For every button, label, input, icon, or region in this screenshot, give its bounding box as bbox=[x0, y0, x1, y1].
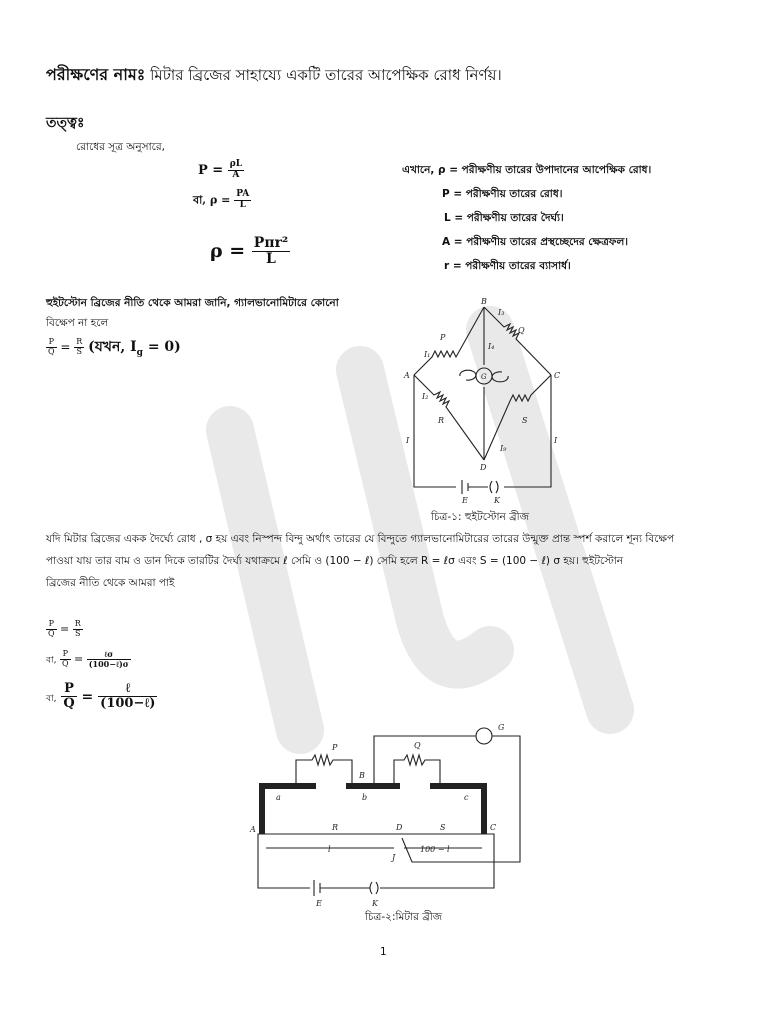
definitions-list bbox=[402, 158, 651, 278]
formula-rho: বা, ρ = $\frac{PA}{L}$ bbox=[193, 189, 250, 210]
wheatstone-bridge-diagram bbox=[396, 295, 566, 510]
svg-text:R: R bbox=[438, 416, 445, 425]
derivation-step-2: বা, $\frac{P}{Q}$ = $\frac{\text{ℓσ}}{\text{(100−ℓ)σ}}$ bbox=[46, 649, 129, 669]
title-text: মিটার ব্রিজের সাহায্যে একটি তারের আপেক্ষিক রোধ নির্ণয়। bbox=[150, 66, 502, 84]
svg-text:I₂: I₂ bbox=[422, 392, 429, 401]
svg-text:I: I bbox=[554, 436, 558, 445]
resistor-q bbox=[484, 307, 551, 375]
derivation-step-3: বা, $\frac{P}{Q}$ = $\frac{\text{ℓ}}{\text{(100−ℓ)}}$ bbox=[46, 681, 156, 712]
wheatstone-principle: হুইটস্টোন ব্রিজের নীতি থেকে আমরা জানি, গ্যালভানোমিটারে কোনো বিক্ষেপ না হলে bbox=[46, 297, 339, 329]
definition-l: L = পরীক্ষণীয় তারের দৈর্ঘ্য। bbox=[444, 212, 564, 224]
svg-text:S: S bbox=[522, 416, 528, 425]
resistor-s bbox=[484, 375, 551, 460]
definition-r: r = পরীক্ষণীয় তারের ব্যাসার্ধ। bbox=[444, 260, 571, 272]
svg-text:C: C bbox=[554, 371, 561, 380]
svg-text:I₁: I₁ bbox=[424, 350, 431, 359]
page-number: 1 bbox=[380, 946, 387, 958]
svg-text:B: B bbox=[481, 297, 487, 306]
svg-text:E: E bbox=[316, 899, 322, 908]
svg-text:I₄: I₄ bbox=[488, 342, 495, 351]
formula-rho-final: ρ = $\frac{\text{Pπr²}}{L}$ bbox=[210, 235, 289, 268]
svg-text:A: A bbox=[250, 825, 256, 834]
svg-text:G: G bbox=[481, 373, 487, 381]
svg-text:A: A bbox=[404, 371, 410, 380]
resistor-r bbox=[414, 375, 484, 460]
svg-text:S: S bbox=[440, 823, 446, 832]
svg-text:D: D bbox=[480, 463, 487, 472]
svg-text:E: E bbox=[462, 496, 468, 505]
title-label: পরীক্ষণের নামঃ bbox=[46, 65, 146, 84]
svg-text:100 − l: 100 − l bbox=[420, 845, 450, 854]
paragraph-meter-bridge: যদি মিটার ব্রিজের একক দৈর্ঘ্যে রোধ , σ হয় এবং নিস্পন্দ বিন্দু অর্থাৎ তারের যে বিন্দুতে গ্যালভানোমিটারের তারের উন্মুক্ত প্রান্ত স্পর্শ করালে শূন্য বিক্ষেপ পাওয়া যায় তার বাম ও ডান দিকে তারটির দৈর্ঘ্য যথাক্রমে ℓ সেমি ও (100 − ℓ) সেমি হলে R = ℓσ এবং S = (100 − ℓ) σ হয়। হুইটস্টোন ব্রিজের নীতি থেকে আমরা পাই bbox=[46, 533, 675, 589]
galvanometer-meter bbox=[476, 728, 492, 744]
svg-text:C: C bbox=[490, 823, 497, 832]
definition-p: P = পরীক্ষণীয় তারের রোধ। bbox=[442, 188, 563, 200]
svg-text:I₃: I₃ bbox=[498, 308, 505, 317]
figure2-caption: চিত্র-২:মিটার ব্রীজ bbox=[365, 911, 443, 923]
svg-text:I: I bbox=[406, 436, 410, 445]
svg-text:G: G bbox=[498, 723, 505, 732]
experiment-title bbox=[46, 62, 502, 89]
svg-text:l: l bbox=[328, 845, 331, 854]
svg-text:I₉: I₉ bbox=[500, 444, 507, 453]
figure1-caption: চিত্র-১: হুইটস্টোন ব্রীজ bbox=[431, 511, 530, 523]
svg-text:J: J bbox=[392, 853, 396, 862]
svg-text:R: R bbox=[332, 823, 339, 832]
theory-intro: রোধের সূত্র অনুসারে, bbox=[76, 141, 165, 153]
svg-text:Q: Q bbox=[518, 326, 525, 335]
svg-text:a: a bbox=[276, 793, 281, 802]
svg-text:B: B bbox=[359, 771, 365, 780]
svg-text:Q: Q bbox=[414, 741, 421, 750]
wheatstone-condition: $\frac{P}{Q}$ = $\frac{R}{S}$ (যখন, $I_g = 0$) bbox=[48, 337, 181, 358]
svg-text:P: P bbox=[332, 743, 338, 752]
resistor-p-meter bbox=[296, 755, 352, 786]
meter-bridge-diagram bbox=[244, 722, 534, 912]
svg-text:D: D bbox=[396, 823, 403, 832]
resistor-p bbox=[414, 307, 484, 375]
derivation-step-1: $\frac{P}{Q}$ = $\frac{R}{S}$ bbox=[48, 619, 81, 638]
svg-text:P: P bbox=[440, 333, 446, 342]
svg-text:K: K bbox=[372, 899, 378, 908]
svg-text:b: b bbox=[362, 793, 368, 802]
resistor-q-meter bbox=[394, 755, 440, 786]
formula-resistance: P = $\frac{\rho L}{A}$ bbox=[198, 159, 243, 180]
theory-heading: তত্ত্বঃ bbox=[46, 115, 85, 131]
svg-text:c: c bbox=[464, 793, 469, 802]
svg-text:K: K bbox=[494, 496, 500, 505]
definition-rho: এখানে, ρ = পরীক্ষণীয় তারের উপাদানের আপেক্ষিক রোধ। bbox=[402, 164, 652, 176]
definition-a: A = পরীক্ষণীয় তারের প্রস্থচ্ছেদের ক্ষেত্রফল। bbox=[442, 236, 629, 248]
